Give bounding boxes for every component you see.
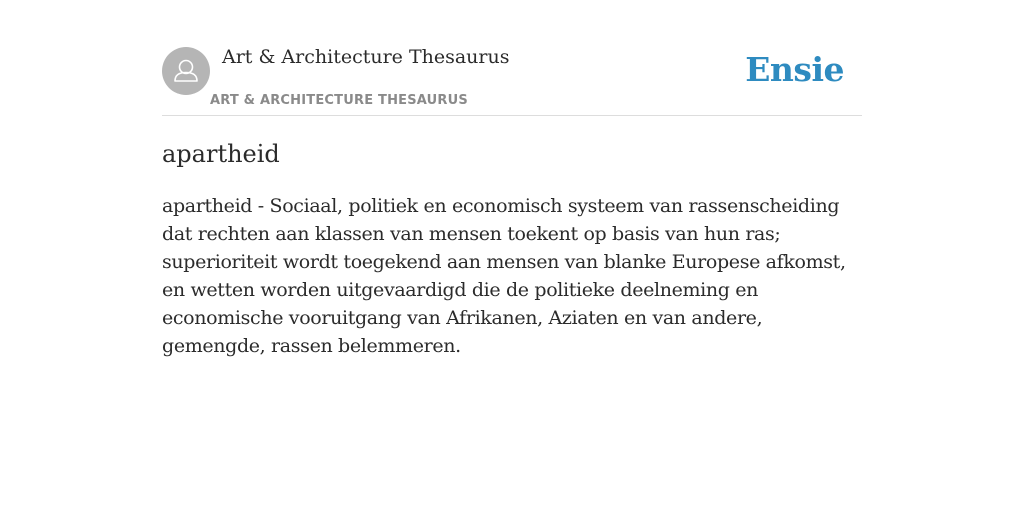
- source-title[interactable]: Art & Architecture Thesaurus: [222, 46, 510, 68]
- entry-card: [162, 40, 862, 379]
- source-subtitle[interactable]: ART & ARCHITECTURE THESAURUS: [210, 93, 468, 108]
- ensie-logo[interactable]: Ensie: [745, 50, 844, 89]
- entry-term: apartheid: [162, 140, 280, 168]
- user-avatar[interactable]: [162, 47, 210, 95]
- entry-definition: apartheid - Sociaal, politiek en economisch systeem van rassenscheiding dat rechten aan klassen van mensen toekent op basis van hun ras; superioriteit wordt toegekend aan mensen van blanke Europese afkomst, en wetten worden uitgevaardigd die de politieke deelneming en economische vooruitgang van Afrikanen, Aziaten en van andere, gemengde, rassen belemmeren.: [162, 195, 846, 357]
- entry-header: [162, 40, 862, 116]
- user-icon: [162, 47, 210, 95]
